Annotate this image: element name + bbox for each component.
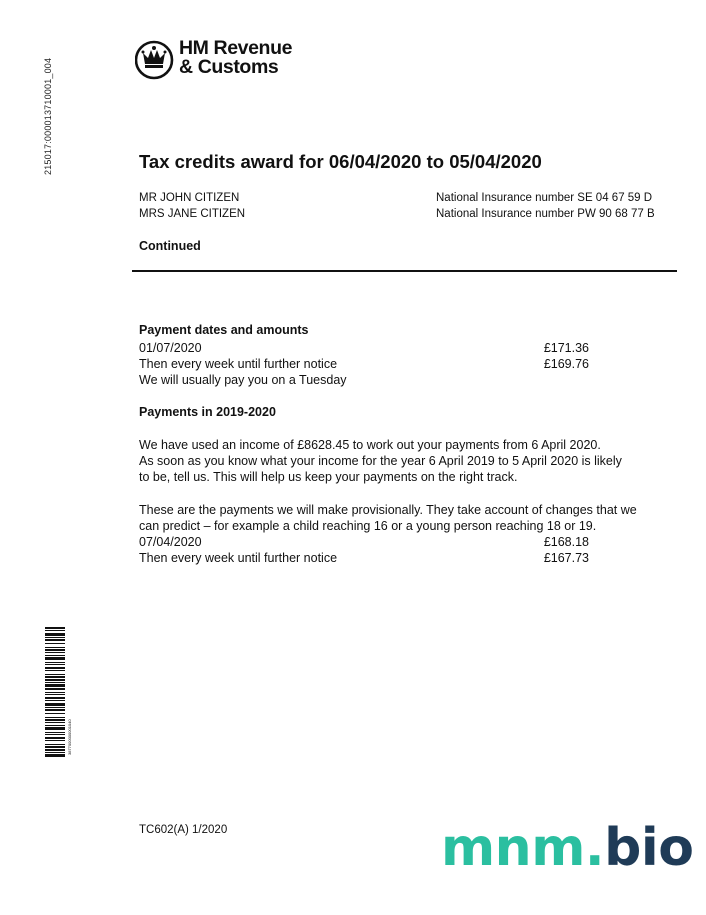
document-reference-number: 215017:000013710001_004 (43, 57, 53, 175)
income-paragraph-line: We have used an income of £8628.45 to work out your payments from 6 April 2020. (139, 438, 601, 452)
claimant-ni-2: National Insurance number PW 90 68 77 B (436, 208, 655, 220)
payment-row-amount: £169.76 (543, 357, 589, 371)
payment-row-amount: £171.36 (543, 341, 589, 355)
payment-day-note: We will usually pay you on a Tuesday (139, 373, 347, 387)
watermark-part-1: mnm. (441, 818, 605, 878)
payment-dates-heading: Payment dates and amounts (139, 323, 309, 337)
page-title: Tax credits award for 06/04/2020 to 05/04/2020 (139, 151, 542, 172)
claimant-name-1: MR JOHN CITIZEN (139, 192, 240, 204)
income-paragraph-line: to be, tell us. This will help us keep your payments on the right track. (139, 470, 518, 484)
hmrc-logo-text (179, 39, 292, 77)
watermark-part-2: bio (604, 818, 694, 878)
provisional-row-amount: £167.73 (543, 551, 589, 565)
provisional-row-label: Then every week until further notice (139, 551, 338, 565)
form-code: TC602(A) 1/2020 (139, 824, 228, 836)
provisional-paragraph-line: can predict – for example a child reaching 16 or a young person reaching 18 or 19. (139, 519, 597, 533)
provisional-row-label: 07/04/2020 (139, 535, 202, 549)
provisional-row-amount: £168.18 (543, 535, 589, 549)
logo-line-1: HM Revenue (179, 37, 293, 59)
logo-line-2: & Customs (179, 56, 279, 78)
claimant-ni-1: National Insurance number SE 04 67 59 D (436, 192, 653, 204)
barcode-number: 3877000000001040 (67, 719, 72, 755)
claimant-name-2: MRS JANE CITIZEN (139, 208, 246, 220)
watermark-logo (441, 818, 693, 878)
section-divider (132, 270, 677, 272)
payment-row-label: 01/07/2020 (139, 341, 202, 355)
payments-year-heading: Payments in 2019-2020 (139, 405, 276, 419)
income-paragraph-line: As soon as you know what your income for the year 6 April 2019 to 5 April 2020 is likely (139, 454, 622, 468)
provisional-paragraph-line: These are the payments we will make provisionally. They take account of changes that we (139, 503, 637, 517)
payment-row-label: Then every week until further notice (139, 357, 338, 371)
continued-label: Continued (139, 239, 201, 253)
barcode (45, 627, 73, 757)
